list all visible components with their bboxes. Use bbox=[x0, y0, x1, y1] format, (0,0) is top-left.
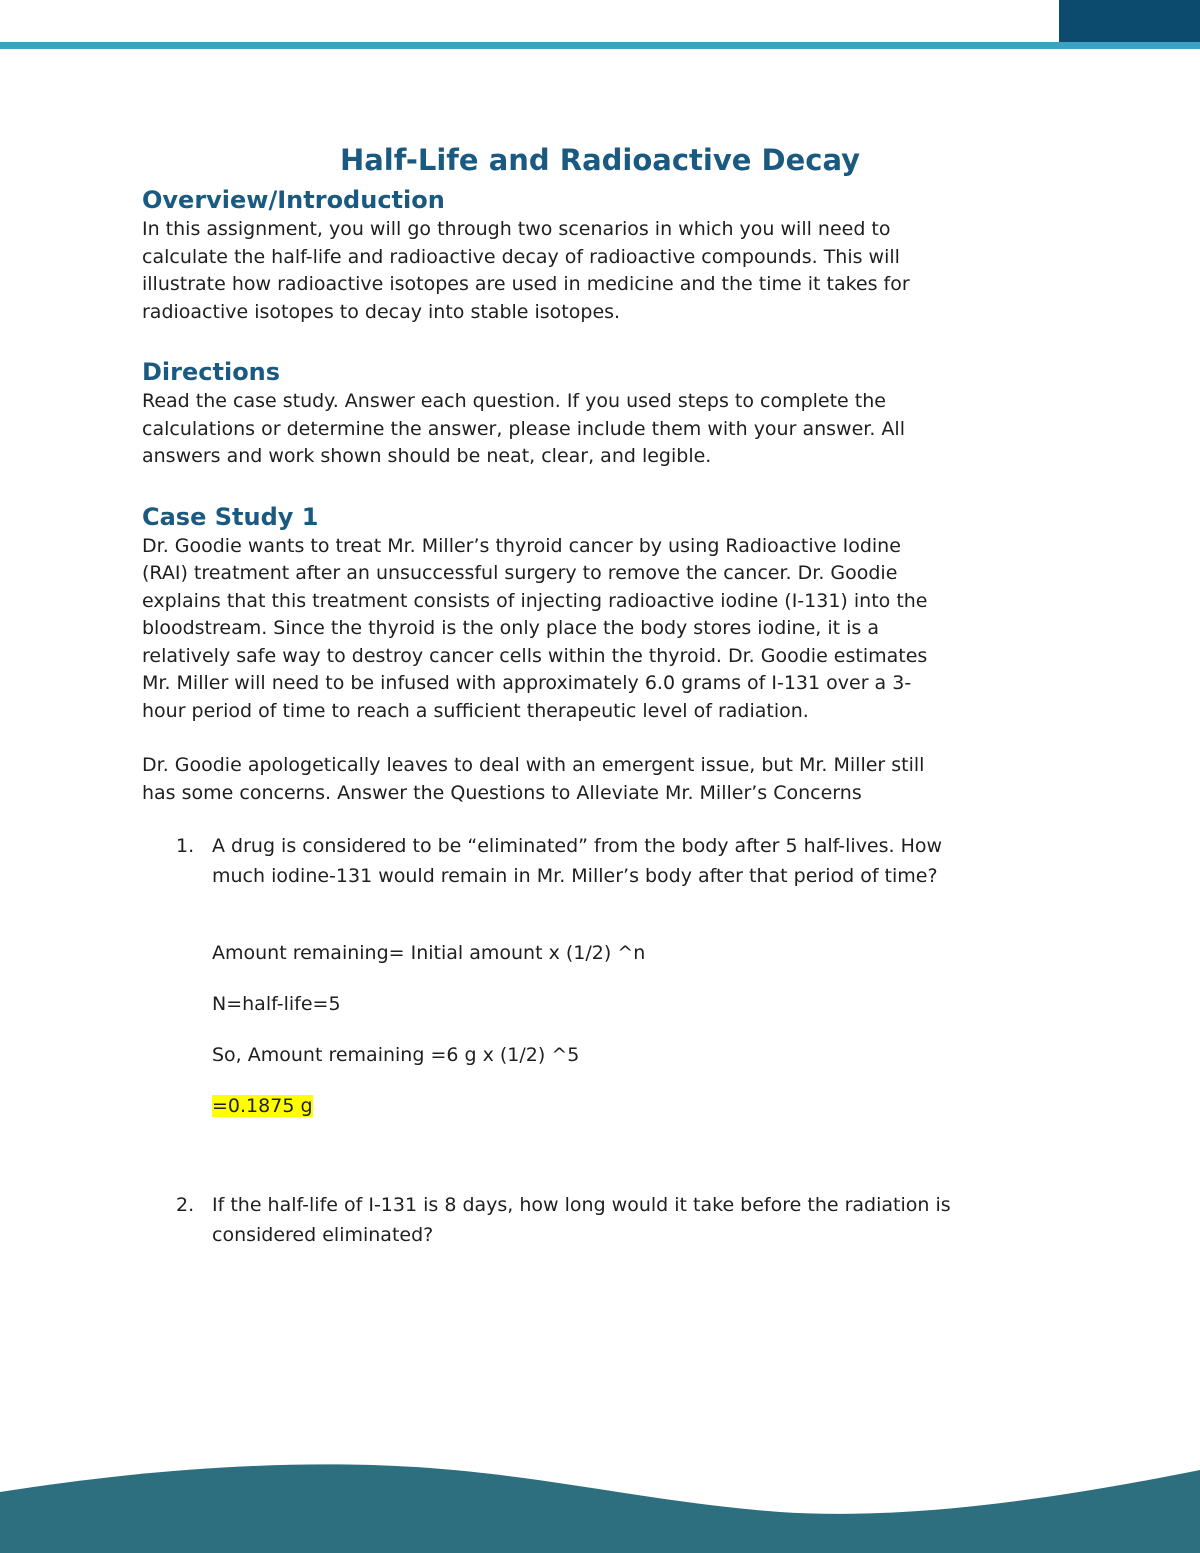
footer-wave bbox=[0, 1440, 1200, 1553]
case-study-1-heading: Case Study 1 bbox=[142, 502, 319, 531]
question-number: 2. bbox=[176, 1194, 195, 1216]
overview-paragraph bbox=[142, 216, 1062, 326]
case-study-1-paragraph bbox=[142, 533, 1062, 726]
case-line: Mr. Miller will need to be infused with approximately 6.0 grams of I-131 over a 3- bbox=[142, 672, 912, 694]
question-list-2 bbox=[142, 1190, 1062, 1250]
question-line: considered eliminated? bbox=[212, 1224, 434, 1246]
highlighted-answer: =0.1875 g bbox=[212, 1095, 313, 1117]
answer-line bbox=[212, 1091, 1062, 1121]
overview-line: calculate the half-life and radioactive decay of radioactive compounds. This will bbox=[142, 245, 900, 268]
directions-line: answers and work shown should be neat, clear, and legible. bbox=[142, 445, 712, 467]
case-line: (RAI) treatment after an unsuccessful surgery to remove the cancer. Dr. Goodie bbox=[142, 562, 898, 584]
question-2 bbox=[142, 1190, 1062, 1250]
work-line: N=half-life=5 bbox=[212, 993, 341, 1015]
work-line: So, Amount remaining =6 g x (1/2) ^5 bbox=[212, 1044, 580, 1066]
case-line: bloodstream. Since the thyroid is the only place the body stores iodine, it is a bbox=[142, 617, 879, 639]
page-title: Half-Life and Radioactive Decay bbox=[339, 143, 861, 177]
directions-line: Read the case study. Answer each question. If you used steps to complete the bbox=[142, 390, 886, 412]
question-1-work bbox=[142, 938, 1062, 1121]
case-line: Dr. Goodie apologetically leaves to deal with an emergent issue, but Mr. Miller still bbox=[142, 754, 925, 776]
work-line: Amount remaining= Initial amount x (1/2) ^n bbox=[212, 942, 646, 964]
document-body bbox=[142, 138, 1062, 1250]
case-line: has some concerns. Answer the Questions to Alleviate Mr. Miller’s Concerns bbox=[142, 781, 862, 804]
case-line: relatively safe way to destroy cancer cells within the thyroid. Dr. Goodie estimates bbox=[142, 644, 928, 667]
question-number: 1. bbox=[176, 835, 195, 857]
question-line: If the half-life of I-131 is 8 days, how long would it take before the radiation is bbox=[212, 1194, 951, 1216]
header-rule bbox=[0, 42, 1200, 49]
case-study-1-paragraph-2 bbox=[142, 752, 1062, 807]
question-list bbox=[142, 831, 1062, 891]
directions-line: calculations or determine the answer, please include them with your answer. All bbox=[142, 417, 905, 440]
case-line: Dr. Goodie wants to treat Mr. Miller’s thyroid cancer by using Radioactive Iodine bbox=[142, 534, 901, 557]
case-line: hour period of time to reach a sufficient therapeutic level of radiation. bbox=[142, 699, 809, 722]
overview-line: illustrate how radioactive isotopes are used in medicine and the time it takes for bbox=[142, 273, 910, 295]
overview-line: radioactive isotopes to decay into stable isotopes. bbox=[142, 300, 621, 323]
directions-heading: Directions bbox=[142, 358, 281, 386]
overview-heading: Overview/Introduction bbox=[142, 186, 445, 214]
question-line: much iodine-131 would remain in Mr. Miller’s body after that period of time? bbox=[212, 865, 938, 887]
footer-wave-shape bbox=[0, 1464, 1200, 1553]
question-1 bbox=[142, 831, 1062, 891]
header-corner-block bbox=[1059, 0, 1200, 44]
overview-line: In this assignment, you will go through two scenarios in which you will need to bbox=[142, 218, 891, 240]
case-line: explains that this treatment consists of injecting radioactive iodine (I-131) into the bbox=[142, 589, 928, 612]
directions-paragraph bbox=[142, 388, 1062, 471]
question-line: A drug is considered to be “eliminated” from the body after 5 half-lives. How bbox=[212, 835, 943, 857]
